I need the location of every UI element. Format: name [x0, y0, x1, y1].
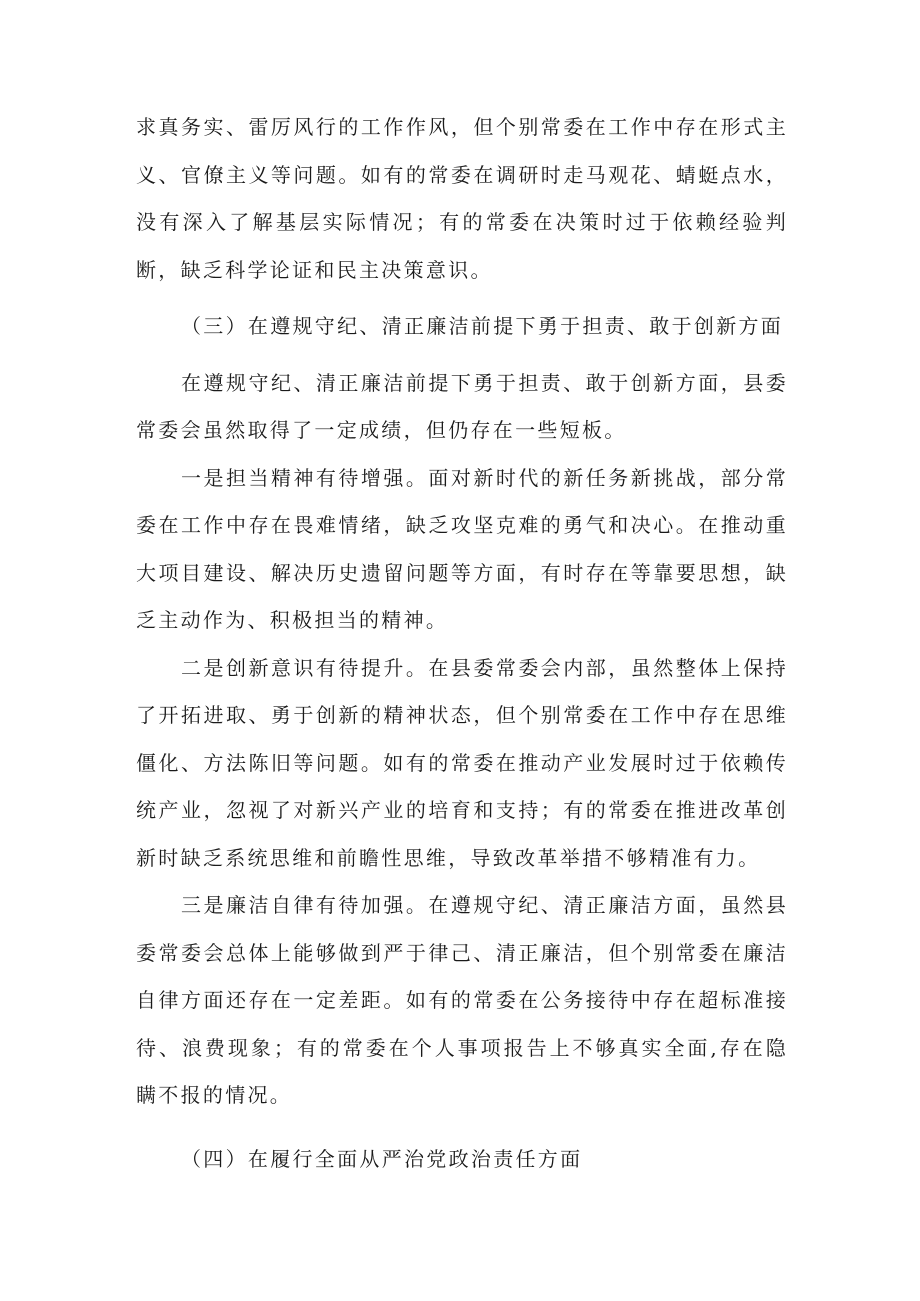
paragraph-point-2: 二是创新意识有待提升。在县委常委会内部，虽然整体上保持了开拓进取、勇于创新的精神状态，但个别常委在工作中存在思维僵化、方法陈旧等问题。如有的常委在推动产业发展时过于依赖传统产业，忽视了对新兴产业的培育和支持；有的常委在推进改革创新时缺乏系统思维和前瞻性思维，导致改革举措不够精准有力。 [136, 655, 788, 870]
paragraph-point-1: 一是担当精神有待增强。面对新时代的新任务新挑战，部分常委在工作中存在畏难情绪，缺乏攻坚克难的勇气和决心。在推动重大项目建设、解决历史遗留问题等方面，有时存在等靠要思想，缺乏主动作为、积极担当的精神。 [136, 465, 788, 632]
document-body [136, 104, 788, 1183]
paragraph-continued: 求真务实、雷厉风行的工作作风，但个别常委在工作中存在形式主义、官僚主义等问题。如有的常委在调研时走马观花、蜻蜓点水，没有深入了解基层实际情况；有的常委在决策时过于依赖经验判断，缺乏科学论证和民主决策意识。 [136, 115, 788, 282]
section-heading-4: （四）在履行全面从严治党政治责任方面 [181, 1146, 583, 1171]
section-heading-3: （三）在遵规守纪、清正廉洁前提下勇于担责、敢于创新方面 [181, 314, 784, 338]
paragraph-point-3: 三是廉洁自律有待加强。在遵规守纪、清正廉洁方面，虽然县委常委会总体上能够做到严于律己、清正廉洁，但个别常委在廉洁自律方面还存在一定差距。如有的常委在公务接待中存在超标准接待、浪费现象；有的常委在个人事项报告上不够真实全面,存在隐瞒不报的情况。 [136, 893, 788, 1107]
paragraph-section3-intro: 在遵规守纪、清正廉洁前提下勇于担责、敢于创新方面，县委常委会虽然取得了一定成绩，但仍存在一些短板。 [136, 370, 788, 442]
